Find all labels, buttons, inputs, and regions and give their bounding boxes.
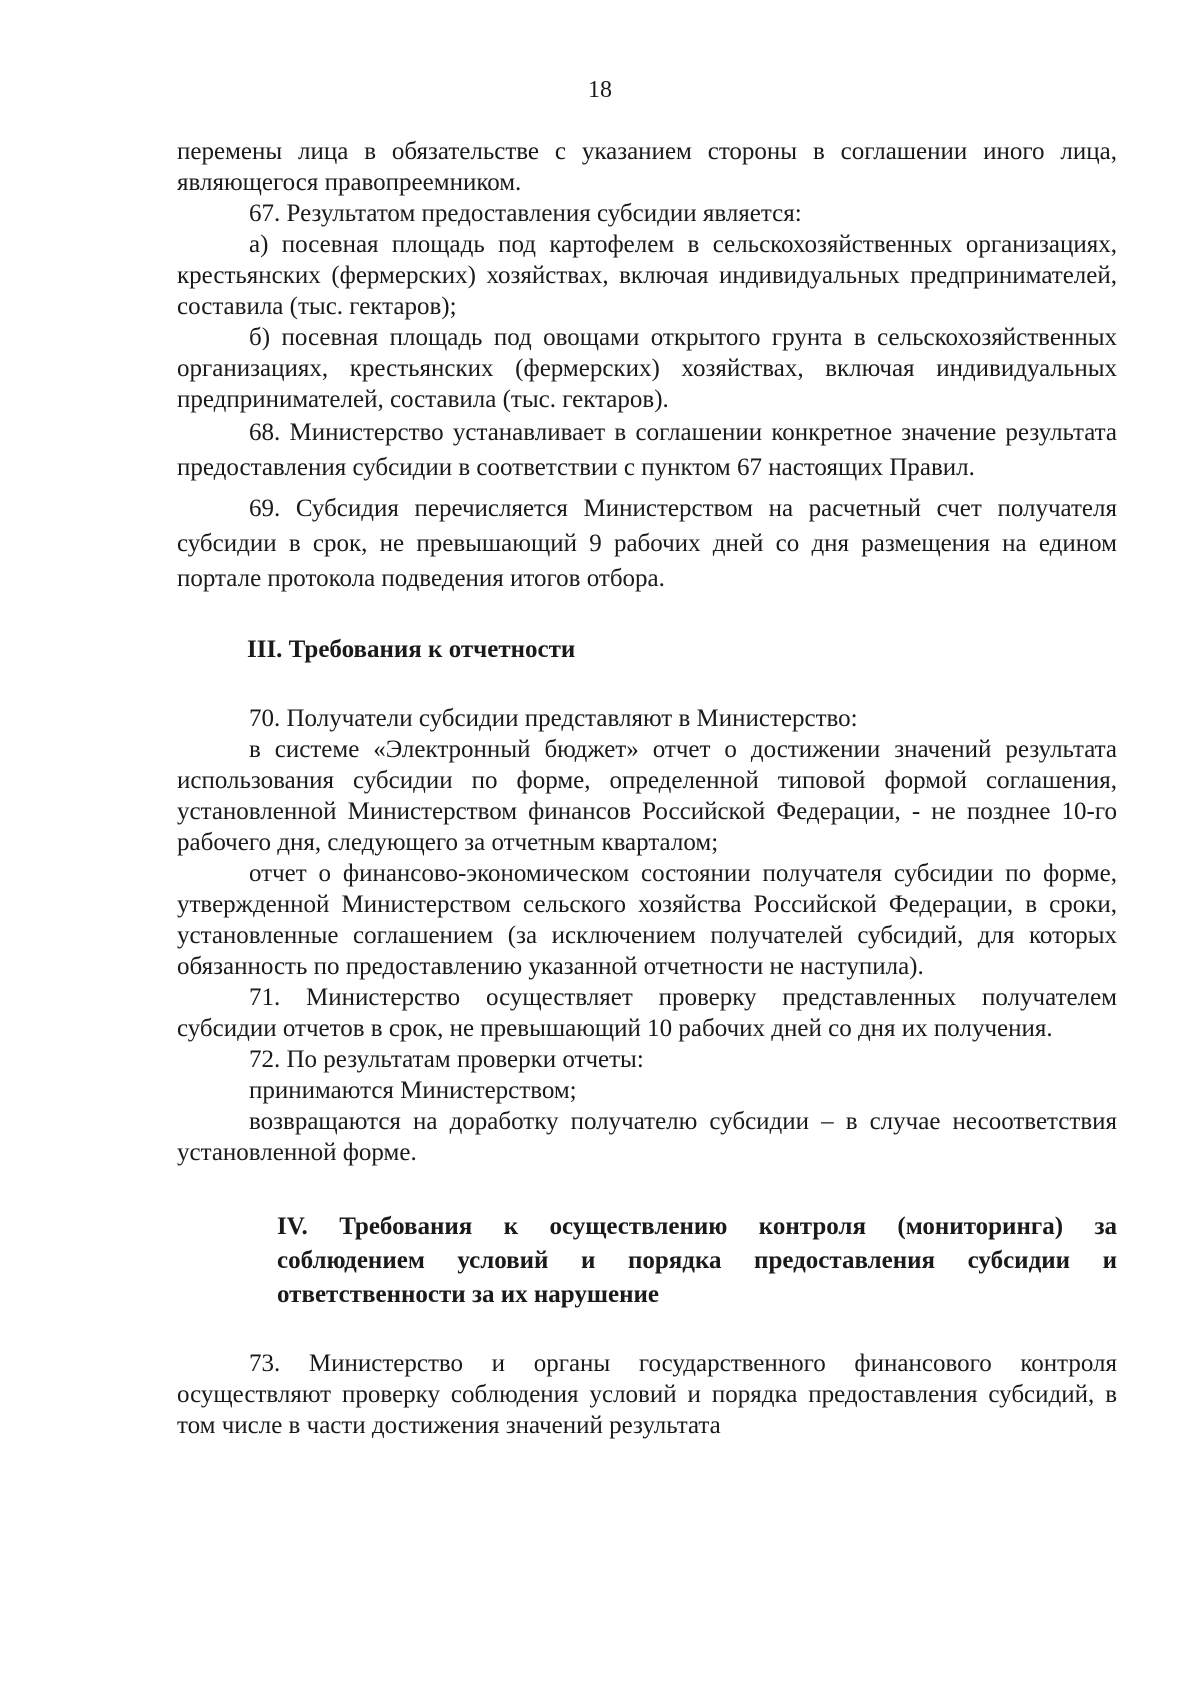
section-heading-iii: III. Требования к отчетности: [247, 636, 576, 663]
paragraph-68: 68. Министерство устанавливает в соглашении конкретное значение результата предоставления субсидии в соответствии с пунктом 67 настоящих Правил.: [177, 419, 1117, 481]
paragraph-67-b: б) посевная площадь под овощами открытого грунта в сельскохозяйственных организациях, крестьянских (фермерских) хозяйствах, включая индивидуальных предпринимателей, составила (тыс. гектаров).: [177, 324, 1117, 413]
paragraph-continuation: перемены лица в обязательстве с указанием стороны в соглашении иного лица, являющегося правопреемником.: [177, 138, 1117, 196]
paragraph-67-a: а) посевная площадь под картофелем в сельскохозяйственных организациях, крестьянских (фермерских) хозяйствах, включая индивидуальных предпринимателей, составила (тыс. гектаров);: [177, 231, 1117, 320]
document-body: [177, 136, 1117, 1441]
paragraph-72-a: принимаются Министерством;: [249, 1077, 577, 1104]
paragraph-69: 69. Субсидия перечисляется Министерством на расчетный счет получателя субсидии в срок, не превышающий 9 рабочих дней со дня размещения на едином портале протокола подведения итогов отбора.: [177, 495, 1117, 592]
paragraph-67: 67. Результатом предоставления субсидии является:: [249, 200, 802, 227]
paragraph-70-b: отчет о финансово-экономическом состоянии получателя субсидии по форме, утвержденной Министерством сельского хозяйства Российской Федерации, в сроки, установленные соглашением (за исключением получателей субсидий, для которых обязанность по предоставлению указанной отчетности не наступила).: [177, 860, 1117, 980]
paragraph-70: 70. Получатели субсидии представляют в Министерство:: [249, 705, 858, 732]
paragraph-72-b: возвращаются на доработку получателю субсидии – в случае несоответствия установленной форме.: [177, 1108, 1117, 1166]
paragraph-71: 71. Министерство осуществляет проверку представленных получателем субсидии отчетов в срок, не превышающий 10 рабочих дней со дня их получения.: [177, 984, 1117, 1042]
section-heading-iv: IV. Требования к осуществлению контроля (мониторинга) за соблюдением условий и порядка предоставления субсидии и ответственности за их нарушение: [277, 1213, 1117, 1308]
paragraph-72: 72. По результатам проверки отчеты:: [249, 1046, 644, 1073]
page-number: 18: [588, 77, 612, 103]
paragraph-70-a: в системе «Электронный бюджет» отчет о достижении значений результата использования субсидии по форме, определенной типовой формой соглашения, установленной Министерством финансов Российской Федерации, - не позднее 10-го рабочего дня, следующего за отчетным кварталом;: [177, 736, 1117, 856]
paragraph-73: 73. Министерство и органы государственного финансового контроля осуществляют проверку соблюдения условий и порядка предоставления субсидий, в том числе в части достижения значений результата: [177, 1350, 1117, 1439]
